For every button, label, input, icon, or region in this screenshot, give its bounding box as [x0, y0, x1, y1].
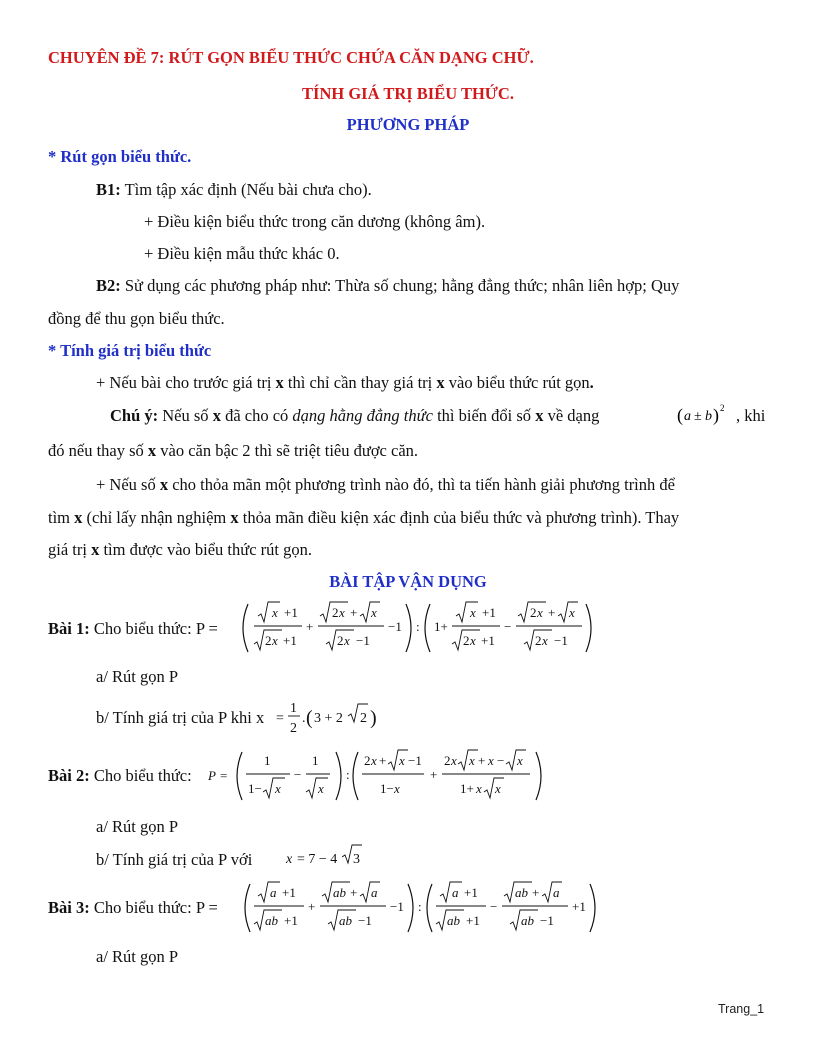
exercise-1-part-b: b/ Tính giá trị của P khi x: [96, 708, 265, 727]
svg-text:1: 1: [312, 753, 319, 768]
svg-text:x: x: [272, 633, 278, 648]
svg-text:+1: +1: [481, 633, 495, 648]
text-span: vào căn bậc 2 thì sẽ triệt tiêu được căn.: [156, 441, 419, 460]
svg-text:−: −: [497, 753, 505, 768]
eval-paragraph-2-line-2: [48, 508, 679, 528]
svg-text:+: +: [308, 899, 316, 914]
exercise-2-part-b: b/ Tính giá trị của P với: [96, 850, 253, 869]
svg-text:x: x: [569, 605, 575, 620]
svg-text:−1: −1: [390, 899, 404, 914]
step-b2: [96, 276, 679, 296]
var-x: x: [212, 406, 221, 425]
exercise-1-x-value: [276, 696, 386, 740]
svg-text:+: +: [532, 885, 540, 900]
exercise-1-part-a: a/ Rút gọn P: [96, 667, 179, 686]
svg-text:1−: 1−: [248, 781, 262, 796]
formula-text: 2: [720, 403, 725, 413]
svg-text:−: −: [294, 767, 302, 782]
var-x: x: [91, 540, 100, 559]
svg-text:x: x: [470, 633, 476, 648]
svg-text:2: 2: [360, 711, 367, 726]
svg-text:x: x: [318, 781, 324, 796]
svg-text:x: x: [470, 605, 476, 620]
svg-text:2: 2: [290, 721, 297, 736]
formula-text: (: [677, 405, 683, 425]
svg-text:+1: +1: [572, 899, 586, 914]
text-span: tìm được vào biểu thức rút gọn.: [99, 540, 312, 559]
step-b1-text: Tìm tập xác định (Nếu bài chưa cho).: [120, 180, 372, 199]
exercise-2-part-a: a/ Rút gọn P: [96, 817, 179, 836]
svg-text:1: 1: [290, 701, 297, 716]
exercise-2-intro: [48, 766, 192, 786]
svg-text:+1: +1: [466, 913, 480, 928]
svg-text:1−: 1−: [380, 781, 394, 796]
svg-text:=: =: [220, 768, 228, 783]
svg-text:+1: +1: [464, 885, 478, 900]
text-span: đó nếu thay số: [48, 441, 148, 460]
svg-text:+: +: [478, 753, 486, 768]
svg-text:a: a: [371, 885, 378, 900]
formula-text: ): [713, 405, 719, 425]
var-x: x: [535, 406, 544, 425]
svg-text:=: =: [276, 711, 284, 726]
exercise-3-intro: [48, 898, 218, 918]
var-x: x: [436, 373, 445, 392]
svg-text:3 + 2: 3 + 2: [314, 711, 343, 726]
svg-text:x: x: [371, 605, 377, 620]
exercise-2-label: Bài 2:: [48, 766, 90, 785]
svg-text:x: x: [495, 781, 501, 796]
step-b1-condition-1: + Điều kiện biểu thức trong căn dương (không âm).: [144, 212, 486, 231]
formula-text: b: [705, 409, 712, 424]
exercise-1-formula: [240, 600, 595, 656]
svg-text:x: x: [451, 753, 457, 768]
svg-text:a: a: [452, 885, 459, 900]
text-span: Nếu số: [158, 406, 213, 425]
svg-text::: :: [416, 619, 420, 634]
formula-text: ±: [694, 409, 702, 424]
svg-text:ab: ab: [333, 885, 346, 900]
svg-text:a: a: [270, 885, 277, 900]
text-span: giá trị: [48, 540, 92, 559]
svg-text:2: 2: [337, 633, 344, 648]
formula-text: a: [684, 409, 691, 424]
svg-text:−: −: [490, 899, 498, 914]
svg-text:ab: ab: [339, 913, 352, 928]
svg-text:+: +: [306, 619, 314, 634]
exercise-3-formula: [240, 880, 600, 936]
svg-text:+1: +1: [283, 633, 297, 648]
svg-text::: :: [346, 767, 350, 782]
exercise-1-label: Bài 1:: [48, 619, 90, 638]
svg-text:3: 3: [353, 852, 360, 867]
svg-text:x: x: [344, 633, 350, 648]
note-paragraph: [110, 406, 770, 426]
svg-text:−1: −1: [358, 913, 372, 928]
svg-text:x: x: [339, 605, 345, 620]
svg-text:+: +: [430, 767, 438, 782]
svg-text:+: +: [548, 605, 556, 620]
square-form-formula: [677, 402, 737, 428]
svg-text:P: P: [208, 768, 216, 783]
svg-text:−1: −1: [554, 633, 568, 648]
eval-paragraph-2-line-3: [48, 540, 312, 560]
svg-text:+1: +1: [482, 605, 496, 620]
svg-text:2: 2: [444, 753, 451, 768]
var-x: x: [159, 475, 169, 494]
svg-text:x: x: [469, 753, 475, 768]
step-b2-label: B2:: [96, 276, 121, 295]
svg-text:2: 2: [364, 753, 371, 768]
text-span: cho thỏa mãn một phương trình nào đó, thì ta tiến hành giải phương trình để: [168, 475, 675, 494]
step-b1: [96, 180, 372, 200]
svg-text:+1: +1: [284, 913, 298, 928]
note-line-2: [48, 441, 418, 461]
svg-text:2: 2: [530, 605, 537, 620]
note-label: Chú ý:: [110, 406, 159, 425]
svg-text:.: .: [302, 711, 306, 726]
note-italic: dạng hằng đẳng thức: [292, 406, 433, 425]
text-span: Cho biểu thức: P =: [89, 898, 218, 917]
text-span: + Nếu bài cho trước giá trị: [96, 373, 276, 392]
exercises-heading: BÀI TẬP VẬN DỤNG: [329, 572, 487, 591]
chapter-title: CHUYÊN ĐỀ 7: RÚT GỌN BIỂU THỨC CHỨA CĂN DẠNG CHỮ.: [48, 48, 534, 67]
chapter-subtitle: TÍNH GIÁ TRỊ BIỂU THỨC.: [302, 84, 514, 103]
step-b1-label: B1:: [96, 180, 121, 199]
section-simplify-heading: * Rút gọn biểu thức.: [48, 147, 192, 166]
section-evaluate-heading: * Tính giá trị biểu thức: [48, 341, 212, 360]
step-b1-condition-2: + Điều kiện mẫu thức khác 0.: [144, 244, 340, 263]
svg-text:x: x: [488, 753, 494, 768]
svg-text:x: x: [537, 605, 543, 620]
svg-text:+: +: [350, 885, 358, 900]
text-span: + Nếu số: [96, 475, 160, 494]
eval-paragraph-1: [96, 373, 594, 393]
svg-text:2: 2: [535, 633, 542, 648]
method-heading: PHƯƠNG PHÁP: [346, 115, 470, 134]
text-span: Cho biểu thức:: [89, 766, 192, 785]
svg-text:= 7 − 4: = 7 − 4: [297, 852, 338, 867]
period: .: [589, 373, 594, 392]
exercise-1-intro: [48, 619, 218, 639]
svg-text:2: 2: [463, 633, 470, 648]
step-b2-text: Sử dụng các phương pháp như: Thừa số chung; hằng đẳng thức; nhân liên hợp; Quy: [120, 276, 680, 295]
svg-text:+1: +1: [284, 605, 298, 620]
exercise-2-formula: [208, 748, 556, 804]
svg-text:ab: ab: [265, 913, 278, 928]
svg-text:ab: ab: [521, 913, 534, 928]
svg-text:−1: −1: [356, 633, 370, 648]
text-span: tìm: [48, 508, 75, 527]
svg-text:−: −: [504, 619, 512, 634]
svg-text:1: 1: [264, 753, 271, 768]
text-span: (chỉ lấy nhận nghiệm: [82, 508, 231, 527]
svg-text:2: 2: [332, 605, 339, 620]
eval-paragraph-2: [96, 475, 675, 495]
var-x: x: [147, 441, 157, 460]
svg-text:x: x: [394, 781, 400, 796]
text-span: Cho biểu thức: P =: [89, 619, 218, 638]
svg-text:1+: 1+: [434, 619, 448, 634]
svg-text:x: x: [275, 781, 281, 796]
svg-text:x: x: [371, 753, 377, 768]
text-span: thì chỉ cần thay giá trị: [283, 373, 437, 392]
svg-text:x: x: [517, 753, 523, 768]
text-span: đã cho có: [220, 406, 293, 425]
svg-text:2: 2: [265, 633, 272, 648]
var-x: x: [230, 508, 239, 527]
svg-text:+: +: [379, 753, 387, 768]
exercise-3-part-a: a/ Rút gọn P: [96, 947, 179, 966]
svg-text:x: x: [399, 753, 405, 768]
var-x: x: [74, 508, 83, 527]
svg-text:+: +: [350, 605, 358, 620]
var-x: x: [275, 373, 284, 392]
page-number: Trang_1: [718, 1002, 765, 1016]
text-span: về dạng: [543, 406, 600, 425]
svg-text:+1: +1: [282, 885, 296, 900]
svg-text:a: a: [553, 885, 560, 900]
svg-text:(: (: [306, 707, 313, 729]
svg-text:1+: 1+: [460, 781, 474, 796]
step-b2-cont: đồng để thu gọn biểu thức.: [48, 309, 225, 328]
text-span: thỏa mãn điều kiện xác định của biểu thức và phương trình). Thay: [238, 508, 680, 527]
svg-text:ab: ab: [447, 913, 460, 928]
svg-text:ab: ab: [515, 885, 528, 900]
exercise-3-label: Bài 3:: [48, 898, 90, 917]
svg-text:): ): [370, 707, 377, 729]
svg-text:x: x: [272, 605, 278, 620]
svg-text:−1: −1: [388, 619, 402, 634]
svg-text:−1: −1: [408, 753, 422, 768]
svg-text:x: x: [476, 781, 482, 796]
svg-text:x: x: [542, 633, 548, 648]
svg-text::: :: [418, 899, 422, 914]
text-span: thì biến đổi số: [432, 406, 536, 425]
exercise-2-x-value: [284, 844, 364, 872]
text-span: vào biểu thức rút gọn: [444, 373, 590, 392]
svg-text:−1: −1: [540, 913, 554, 928]
svg-text:x: x: [286, 852, 293, 867]
note-end: , khi: [736, 406, 766, 425]
